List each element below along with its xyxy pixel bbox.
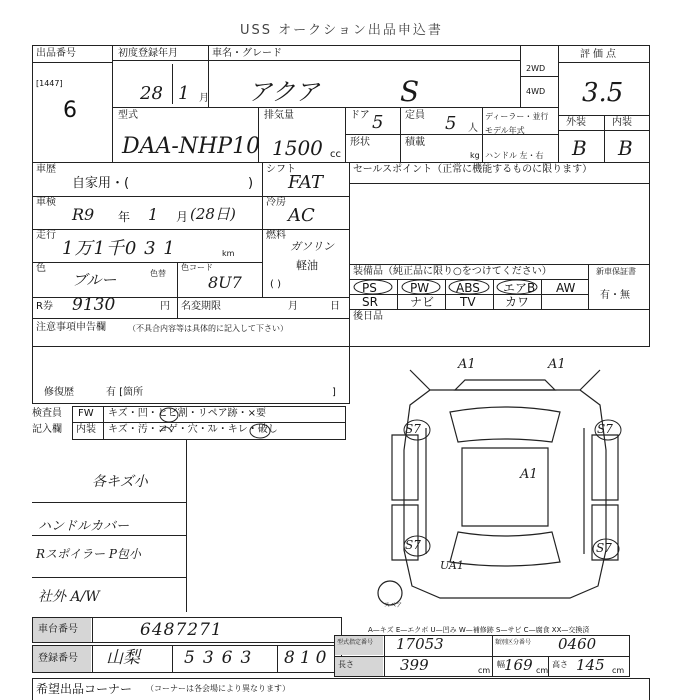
displacement-value: 1500 [272, 136, 323, 160]
damage-mark-rear: UA1 [440, 559, 464, 572]
score-ext-label: 外装 [566, 117, 586, 128]
spec-type-label: 型式指定番号 [337, 639, 374, 646]
notes-label: 注意事項申告欄 [36, 322, 106, 333]
damage-legend: A—キズ E—エクボ U—凹み W—補修跡 S—サビ C—腐食 XX—交換済 [368, 626, 590, 634]
equip-airbag: エアB [503, 281, 536, 295]
plate-number: 5363 [184, 648, 260, 668]
damage-mark-front-left: A1 [458, 357, 476, 372]
score-int-label: 内装 [612, 117, 632, 128]
damage-mark-door-fr: S7 [597, 422, 613, 436]
fuel-paren: ( ) [270, 279, 281, 290]
load-label: 積載 [405, 137, 425, 148]
shift-label: シフト [266, 164, 296, 175]
handle-label: ハンドル 左・右 [485, 151, 544, 160]
plate-last: 810 [284, 648, 332, 668]
drive-4wd: 4WD [526, 87, 546, 96]
owner-change-month: 月 [288, 301, 298, 312]
first-reg-label: 初度登録年月 [118, 48, 178, 59]
inspection-day: (28日) [190, 205, 236, 223]
repair-value: 有 [箇所 [106, 387, 144, 398]
displacement-label: 排気量 [264, 110, 294, 121]
equip-ps: PS [362, 281, 377, 295]
lot-label: 出品番号 [36, 48, 76, 59]
spec-width: 169 [504, 656, 533, 674]
sheet-title: USS オークション出品申込書 [240, 23, 443, 38]
mileage-value: 1万1千0 3 1 [62, 238, 176, 259]
inspector-note-2: ハンドルカバー [38, 519, 130, 534]
model-label: 型式 [118, 110, 138, 121]
inspector-note-3: Rスポイラー P包小 [36, 547, 141, 561]
spec-height-label: 高さ [552, 660, 568, 669]
fuel-label: 燃料 [266, 230, 286, 241]
equipment-label: 装備品（純正品に限り○をつけてください） [353, 266, 552, 277]
chassis-label: 車台番号 [38, 624, 78, 635]
spec-length: 399 [400, 656, 429, 674]
repair-label: 修復歴 [44, 387, 74, 398]
inspection-label: 車検 [36, 197, 56, 208]
ac-label: 冷房 [266, 197, 286, 208]
shift-value: FAT [288, 172, 323, 193]
warranty-value: 有・無 [600, 290, 630, 301]
equip-tv: TV [460, 295, 476, 309]
inspector-marks [140, 404, 280, 444]
lot-sub: [1447] [36, 79, 63, 88]
name-grade: S [400, 75, 420, 108]
mileage-label: 走行 [36, 230, 56, 241]
spare-label: スペア [384, 602, 403, 609]
inspector-row1-head: FW [78, 408, 94, 419]
damage-mark-door-fl: S7 [405, 422, 421, 436]
equip-abs: ABS [456, 281, 480, 295]
inspection-month-unit: 月 [176, 210, 189, 224]
lot-value: 6 [63, 98, 77, 123]
damage-mark-front-right: A1 [548, 357, 566, 372]
spec-length-label: 長さ [338, 660, 354, 669]
color-code-label: 色コード [181, 263, 213, 272]
equip-leather: カワ [505, 295, 530, 309]
score-ext: B [572, 136, 587, 160]
inspection-year-unit: 年 [118, 210, 131, 224]
name-value: アクア [248, 78, 320, 106]
category-close: ) [248, 176, 254, 191]
equip-navi: ナビ [410, 295, 435, 309]
first-reg-month-unit: 月 [199, 93, 209, 104]
displacement-unit: cc [330, 149, 341, 160]
first-reg-year: 28 [140, 83, 163, 104]
equipment-circles [349, 276, 589, 312]
plate-label: 登録番号 [38, 653, 78, 664]
spec-height: 145 [576, 656, 605, 674]
inspection-era: R9 [72, 205, 95, 224]
capacity-unit: 人 [468, 123, 478, 134]
corner-sub: （コーナーは各会場により異なります） [146, 684, 290, 693]
capacity-label: 定員 [405, 110, 425, 121]
color-swap-label: 色替 [150, 269, 166, 278]
inspection-month: 1 [148, 205, 159, 224]
inspector-label-2: 記入欄 [32, 424, 62, 435]
plate-region: 山梨 [106, 648, 140, 668]
ac-value: AC [288, 205, 315, 226]
spec-height-unit: cm [612, 666, 625, 675]
warranty-label: 新車保証書 [596, 267, 636, 276]
doors-label: ドア [350, 110, 370, 121]
score-label: 評価点 [580, 49, 619, 60]
damage-mark-door-rl: S7 [405, 538, 421, 552]
car-diagram [370, 350, 650, 620]
spec-class-value: 0460 [558, 635, 597, 653]
inspector-row2-head: 内装 [76, 424, 96, 435]
right-form-frame [349, 162, 650, 347]
inspector-note-4: 社外 A/W [38, 589, 100, 605]
model-value: DAA-NHP10 [122, 134, 261, 159]
load-unit: kg [470, 151, 480, 160]
drive-2wd: 2WD [526, 64, 546, 73]
mileage-unit: km [222, 249, 235, 258]
repair-close: ] [332, 387, 336, 398]
spec-class-label: 類別区分番号 [495, 639, 532, 646]
color-value: ブルー [72, 271, 117, 289]
notes-sub: （不具合内容等は具体的に記入して下さい） [128, 324, 288, 333]
equip-aw: AW [556, 281, 576, 295]
damage-mark-door-rr: S7 [596, 541, 612, 555]
recycle-unit: 円 [160, 301, 170, 312]
repair-frame [32, 346, 350, 404]
spec-width-label: 幅 [497, 660, 505, 669]
shape-label: 形状 [350, 137, 370, 148]
equip-pw: PW [410, 281, 430, 295]
category-label: 車歴 [36, 164, 56, 175]
dealer-label: ディーラー・並行 [485, 112, 549, 121]
fuel-gas: ガソリン [290, 240, 334, 253]
sales-point-label: セールスポイント（正常に機能するものに限ります） [353, 164, 593, 175]
recycle-label: R券 [36, 301, 53, 312]
score-value: 3.5 [582, 78, 624, 108]
inspector-label-1: 検査員 [32, 408, 62, 419]
aftermarket-label: 後日品 [353, 311, 383, 322]
owner-change-day: 日 [330, 301, 340, 312]
spec-length-unit: cm [478, 666, 491, 675]
recycle-value: 9130 [72, 295, 116, 315]
color-code: 8U7 [208, 273, 242, 292]
corner-label: 希望出品コーナー [36, 682, 133, 696]
equip-sr: SR [362, 295, 378, 309]
chassis-value: 6487271 [140, 620, 223, 640]
fuel-diesel: 軽油 [296, 259, 318, 272]
category-value: 自家用・( [72, 176, 130, 191]
doors-value: 5 [372, 112, 384, 133]
first-reg-month: 1 [178, 83, 190, 104]
score-int: B [618, 136, 633, 160]
spec-type-value: 17053 [396, 635, 444, 653]
name-label: 車名・グレード [212, 48, 282, 59]
owner-change-label: 名変期限 [181, 301, 221, 312]
inspector-note-1: 各キズ小 [92, 474, 148, 490]
capacity-value: 5 [445, 113, 457, 134]
damage-mark-roof: A1 [520, 467, 538, 482]
inspector-row1: キズ・凹・ヒビ割・リペア跡・×要 [108, 408, 266, 419]
inspector-row2: キズ・汚・コゲ・穴・ｽﾚ・キレ・破し [108, 424, 278, 435]
color-label: 色 [36, 263, 46, 274]
spec-width-unit: cm [536, 666, 549, 675]
model-year-label: モデル年式 [485, 126, 525, 135]
